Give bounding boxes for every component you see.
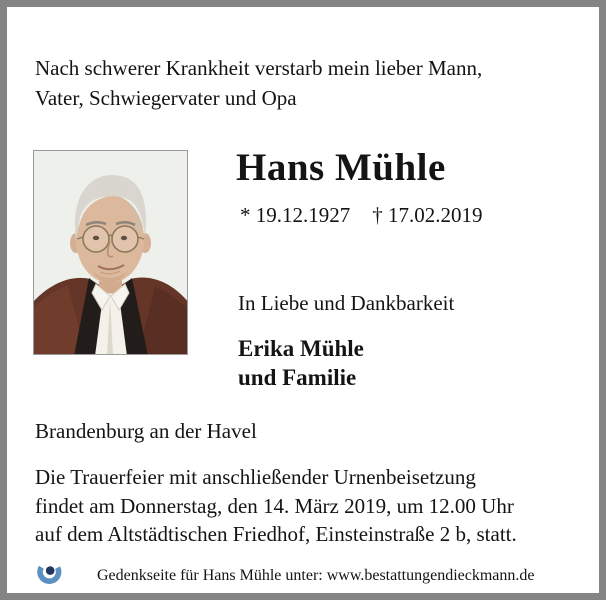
intro-paragraph xyxy=(35,53,505,113)
birth-date: * 19.12.1927 xyxy=(240,203,351,227)
portrait-photo-drawing xyxy=(34,151,187,354)
funeral-line-2: findet am Donnerstag, den 14. März 2019, um 12.00 Uhr xyxy=(35,493,514,518)
death-date: † 17.02.2019 xyxy=(372,203,483,227)
mourner-line-2: und Familie xyxy=(238,365,357,390)
city-line: Brandenburg an der Havel xyxy=(35,419,257,443)
condolence-line: In Liebe und Dankbarkeit xyxy=(238,291,455,315)
intro-line-2: Vater, Schwiegervater und Opa xyxy=(35,86,297,110)
portrait-photo xyxy=(33,150,188,355)
funeral-line-3: auf dem Altstädtischen Friedhof, Einsteinstraße 2 b, statt. xyxy=(35,522,517,546)
memorial-page-link: Gedenkseite für Hans Mühle unter: www.bestattungendieckmann.de xyxy=(97,567,535,584)
mourners xyxy=(238,334,364,392)
life-dates xyxy=(240,203,483,228)
mourner-line-1: Erika Mühle xyxy=(238,336,364,361)
deceased-name: Hans Mühle xyxy=(236,146,446,189)
funeral-line-1: Die Trauerfeier mit anschließender Urnenbeisetzung xyxy=(35,465,476,489)
funeral-paragraph xyxy=(35,463,595,549)
memorial-logo-icon xyxy=(36,560,63,590)
intro-line-1: Nach schwerer Krankheit verstarb mein lieber Mann, xyxy=(35,56,483,80)
